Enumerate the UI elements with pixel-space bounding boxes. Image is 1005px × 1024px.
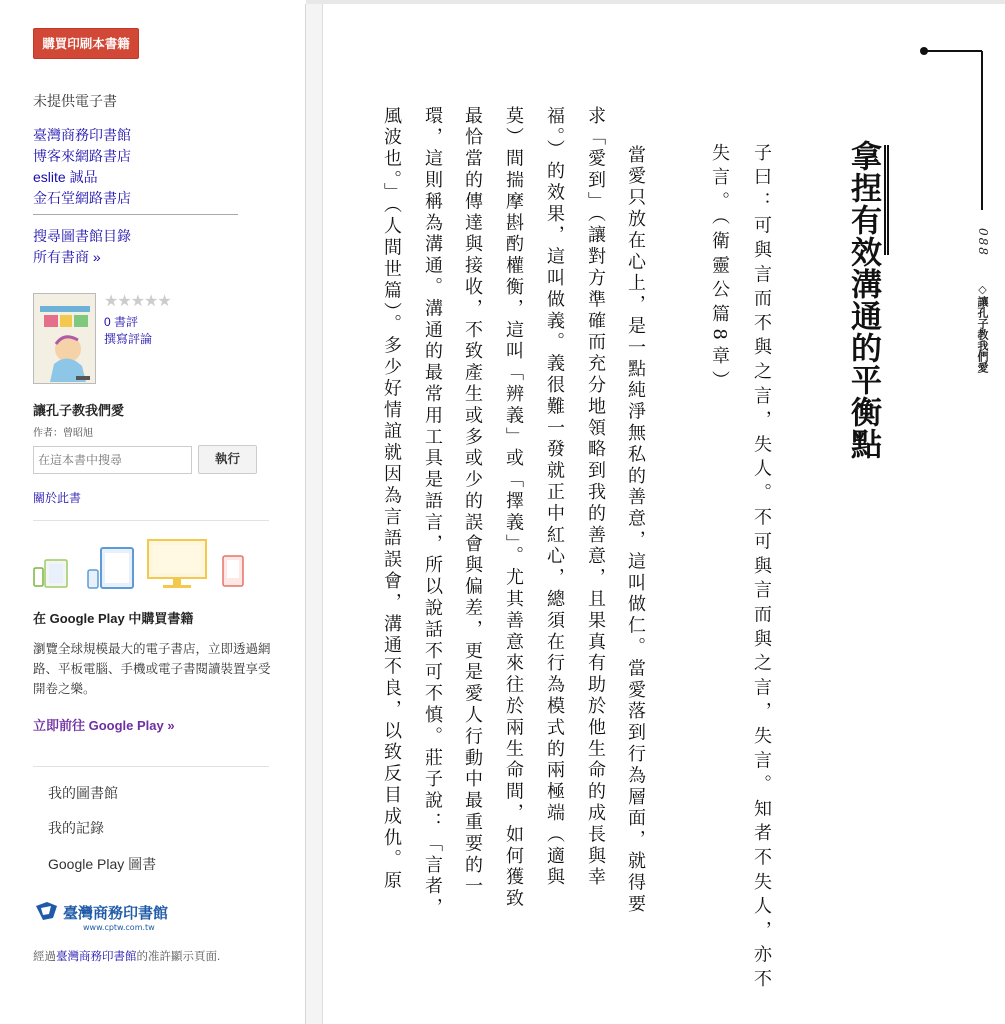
google-play-books-link[interactable]: Google Play 圖書: [48, 856, 157, 872]
book-title: 讓孔子教我們愛: [33, 403, 125, 418]
divider: [33, 766, 269, 767]
publisher-logo[interactable]: [33, 898, 183, 934]
google-play-link[interactable]: 立即前往 Google Play »: [33, 718, 175, 733]
body-line-4: 莫）間揣摩斟酌權衡，這叫「辨義」或「擇義」。尤其善意來往於兩生命間，如何獲致: [503, 106, 524, 911]
sidebar: [0, 0, 305, 1024]
about-book-link[interactable]: 關於此書: [33, 491, 82, 505]
review-count-link[interactable]: 0 書評: [104, 315, 139, 329]
search-execute-button[interactable]: 執行: [198, 445, 257, 474]
store-link-eslite[interactable]: eslite 誠品: [33, 169, 98, 185]
body-line-5: 最恰當的傳達與接收，不致產生或多或少的誤會與偏差，更是愛人行動中最重要的一: [462, 106, 483, 898]
quote-line-1: 子曰：可與言而不與之言，失人。不可與言而與之言，失言。知者不失人，亦不: [751, 143, 772, 994]
publisher-logo-url: www.cptw.com.tw: [83, 923, 155, 932]
store-link-cptw[interactable]: 臺灣商務印書館: [33, 127, 131, 143]
page-gutter: [306, 4, 323, 1024]
my-library-link[interactable]: 我的圖書館: [48, 785, 118, 801]
my-history-link[interactable]: 我的記錄: [48, 820, 104, 836]
divider: [33, 520, 269, 521]
store-list: [33, 125, 131, 209]
google-play-heading: 在 Google Play 中購買書籍: [33, 611, 194, 626]
quote-line-2: 失言。（衛靈公篇8章）: [709, 143, 730, 395]
body-line-2: 求「愛到」（讓對方準確而充分地領略到我的善意，且果真有助於他生命的成長與幸: [585, 106, 606, 889]
title-bar: [884, 145, 889, 255]
devices-illustration-icon: [33, 538, 253, 590]
body-line-3: 福。）的效果，這叫做義。義很難一發就正中紅心，總須在行為模式的兩極端（適與: [544, 106, 565, 889]
all-sellers-link[interactable]: 所有書商 »: [33, 249, 101, 265]
no-ebook-label: 未提供電子書: [33, 93, 117, 109]
publisher-logo-text: 臺灣商務印書館: [63, 904, 169, 922]
buy-print-book-button[interactable]: 購買印刷本書籍: [33, 28, 139, 59]
page-number: 088: [976, 228, 990, 257]
publisher-link[interactable]: 臺灣商務印書館: [56, 951, 137, 963]
body-line-7: 風波也。」（人間世篇）。多少好情誼就因為言語誤會，溝通不良，以致反目成仇。原: [381, 106, 402, 893]
book-cover-thumbnail[interactable]: [33, 293, 96, 384]
body-line-1: 當愛只放在心上，是一點純淨無私的善意，這叫做仁。當愛落到行為層面，就得要: [625, 145, 646, 916]
store-link-kingstone[interactable]: 金石堂網路書店: [33, 190, 131, 206]
store-link-books[interactable]: 博客來網路書店: [33, 148, 131, 164]
book-author: 作者：曾昭旭: [33, 428, 93, 439]
permission-note: 經過臺灣商務印書館的准許顯示頁面.: [33, 951, 221, 963]
chapter-title: 拿捏有效溝通的平衡點: [845, 140, 881, 460]
search-in-book-input[interactable]: [33, 446, 192, 474]
divider: [33, 214, 238, 215]
body-line-6: 環，這則稱為溝通。溝通的最常用工具是語言，所以說話不可不慎。莊子說：「言者，: [422, 106, 443, 920]
write-review-link[interactable]: 撰寫評論: [104, 332, 153, 346]
search-library-catalog-link[interactable]: 搜尋圖書館目錄: [33, 228, 131, 244]
google-play-description: 瀏覽全球規模最大的電子書店，立即透過網路、平板電腦、手機或電子書閱讀裝置享受開卷之樂。: [33, 642, 271, 696]
library-links: [33, 226, 131, 268]
rating-stars: ★★★★★: [104, 293, 171, 310]
page-corner-line-icon: [915, 40, 990, 210]
running-header: ◇讓孔子教我們愛: [976, 283, 989, 373]
